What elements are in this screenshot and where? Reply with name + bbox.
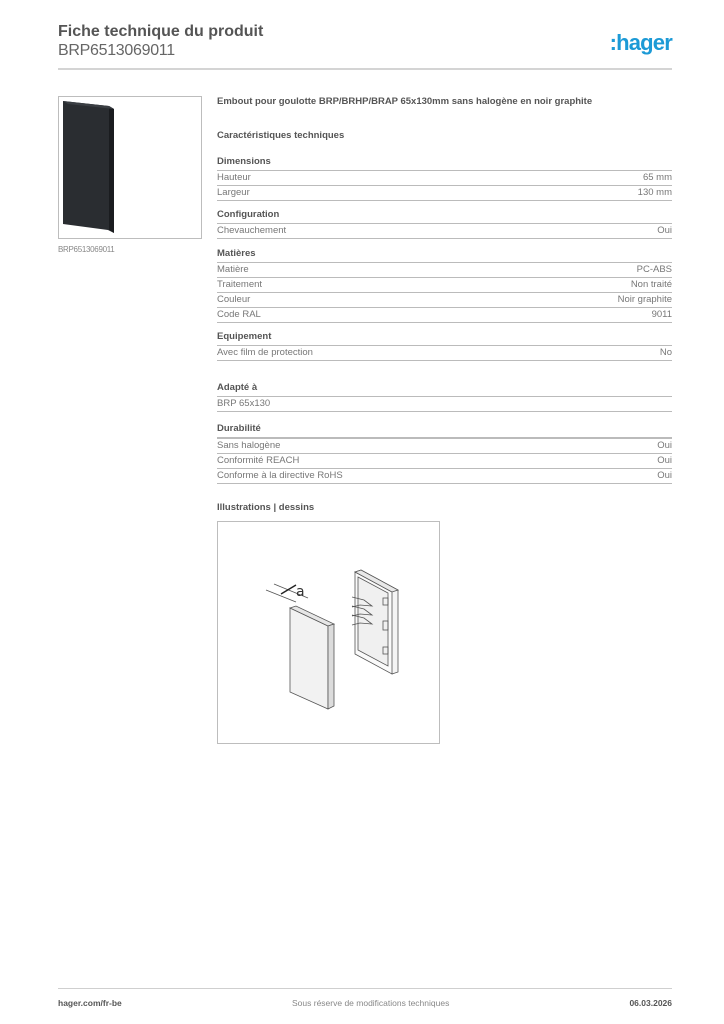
spec-value: Non traité xyxy=(630,279,672,290)
spec-label: Sans halogène xyxy=(217,440,281,451)
page-title: Fiche technique du produit xyxy=(58,23,264,40)
spec-row xyxy=(217,263,672,278)
spec-label: Avec film de protection xyxy=(217,347,313,358)
spec-group-dimensions xyxy=(217,156,672,201)
dimension-label: a xyxy=(296,584,305,600)
disclaimer-text: Sous réserve de modifications techniques xyxy=(292,998,450,1008)
spec-row xyxy=(217,469,672,484)
spec-label: Hauteur xyxy=(217,172,251,183)
product-image xyxy=(58,96,202,239)
spec-label: Couleur xyxy=(217,294,251,305)
specs-section-title: Caractéristiques techniques xyxy=(217,130,345,141)
header-divider xyxy=(58,68,672,70)
spec-label: Conforme à la directive RoHS xyxy=(217,470,343,481)
spec-group-title: Durabilité xyxy=(217,423,672,439)
spec-label: Chevauchement xyxy=(217,225,287,236)
spec-value: Oui xyxy=(657,440,672,451)
spec-group-equipment xyxy=(217,331,672,361)
spec-row xyxy=(217,171,672,186)
spec-row xyxy=(217,439,672,454)
product-endcap-icon xyxy=(59,97,201,238)
endcap-drawing-icon xyxy=(218,522,439,743)
document-date: 06.03.2026 xyxy=(629,998,672,1008)
spec-value: Oui xyxy=(657,470,672,481)
spec-group-configuration xyxy=(217,209,672,239)
hager-logo: :hager xyxy=(609,30,672,55)
spec-value: PC-ABS xyxy=(636,264,672,275)
document-header xyxy=(58,22,672,60)
spec-group-title: Matières xyxy=(217,248,672,263)
footer-divider xyxy=(58,988,672,989)
spec-value: 130 mm xyxy=(637,187,672,198)
spec-value: Oui xyxy=(657,225,672,236)
spec-row xyxy=(217,346,672,361)
spec-value: 65 mm xyxy=(642,172,672,183)
spec-row xyxy=(217,186,672,201)
spec-value: Noir graphite xyxy=(617,294,672,305)
spec-group-durability xyxy=(217,423,672,484)
technical-drawing xyxy=(217,521,440,744)
spec-value: 9011 xyxy=(651,309,672,320)
spec-label: Traitement xyxy=(217,279,263,290)
spec-group-materials xyxy=(217,248,672,323)
spec-value: No xyxy=(659,347,672,358)
spec-value: Oui xyxy=(657,455,672,466)
product-reference: BRP6513069011 xyxy=(58,42,175,59)
spec-row xyxy=(217,397,672,412)
spec-row xyxy=(217,224,672,239)
spec-row xyxy=(217,293,672,308)
spec-label: Largeur xyxy=(217,187,250,198)
spec-group-title: Dimensions xyxy=(217,156,672,171)
product-description: Embout pour goulotte BRP/BRHP/BRAP 65x130mm sans halogène en noir graphite xyxy=(217,96,593,107)
product-image-caption: BRP6513069011 xyxy=(58,245,115,254)
website-link[interactable]: hager.com/fr-be xyxy=(58,998,122,1008)
spec-group-title: Configuration xyxy=(217,209,672,224)
spec-label: BRP 65x130 xyxy=(217,398,271,409)
spec-row xyxy=(217,454,672,469)
spec-row xyxy=(217,308,672,323)
product-summary xyxy=(217,96,672,142)
spec-label: Conformité REACH xyxy=(217,455,300,466)
spec-label: Matière xyxy=(217,264,249,275)
illustrations-title: Illustrations | dessins xyxy=(217,502,315,513)
spec-group-title: Equipement xyxy=(217,331,672,346)
spec-row xyxy=(217,278,672,293)
spec-group-compatible xyxy=(217,382,672,412)
spec-group-title: Adapté à xyxy=(217,382,672,397)
spec-label: Code RAL xyxy=(217,309,261,320)
